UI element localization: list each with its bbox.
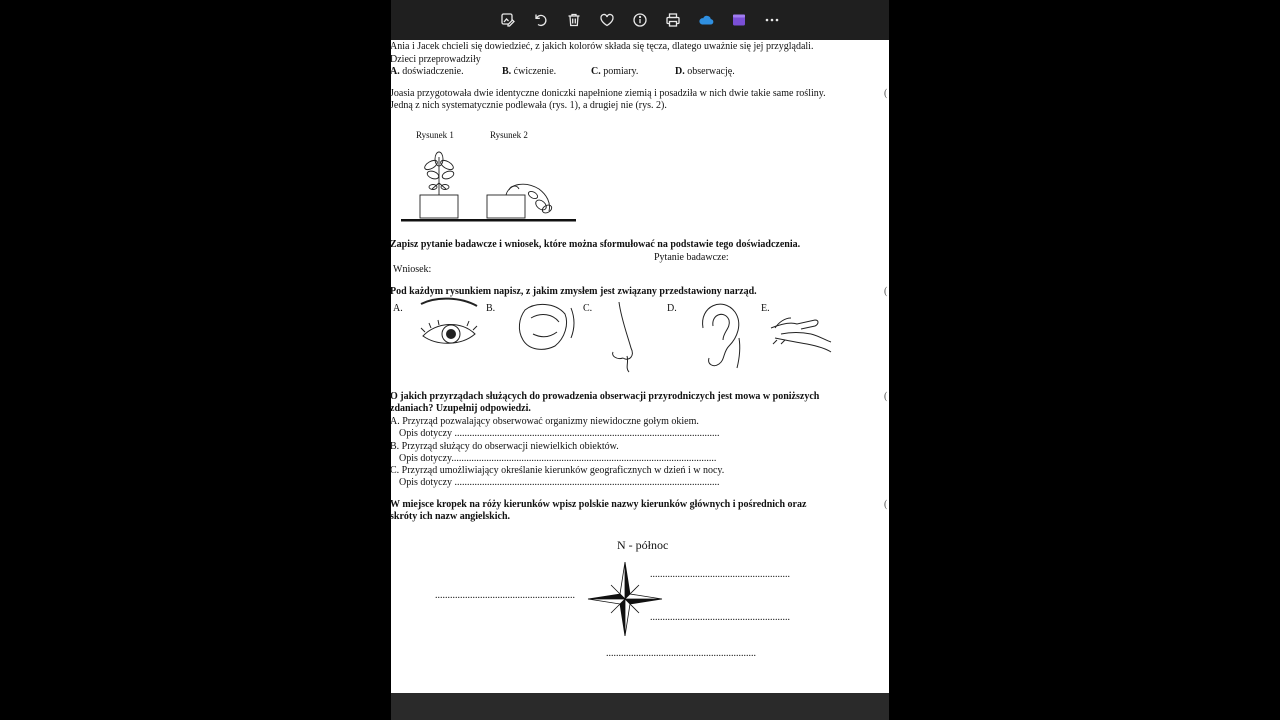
compass-rose-icon bbox=[585, 560, 665, 638]
ear-icon bbox=[703, 304, 740, 368]
info-button[interactable] bbox=[624, 6, 657, 34]
q4-title: Pod każdym rysunkiem napisz, z jakim zmysłem jest związany przedstawiony narząd. bbox=[390, 286, 757, 297]
viewer-toolbar bbox=[391, 0, 889, 40]
q1-option-d-text: obserwację. bbox=[684, 66, 735, 77]
q5-item-c: C. Przyrząd umożliwiający określanie kierunków geograficznych w dzień i w nocy. bbox=[390, 465, 725, 476]
video-editor-icon bbox=[731, 12, 747, 28]
q5-item-b: B. Przyrząd służący do obserwacji niewielkich obiektów. bbox=[390, 441, 619, 452]
heart-icon bbox=[599, 12, 615, 28]
printer-icon bbox=[665, 12, 681, 28]
q1-option-c-letter: C. bbox=[591, 66, 601, 77]
q1-text-line1: Ania i Jacek chcieli się dowiedzieć, z jakich kolorów składa się tęcza, dlatego uważnie się jej przyglądali. bbox=[390, 41, 814, 52]
compass-w-answer-line: ........................................................ bbox=[435, 590, 575, 601]
sense-label-e: E. bbox=[761, 303, 770, 314]
q3-conclusion-label: Wniosek: bbox=[393, 264, 432, 275]
print-button[interactable] bbox=[657, 6, 690, 34]
compass-se-answer-line: ........................................................ bbox=[650, 612, 790, 623]
favorite-button[interactable] bbox=[591, 6, 624, 34]
sense-label-b: B. bbox=[486, 303, 496, 314]
figure-2-label: Rysunek 2 bbox=[490, 130, 528, 140]
margin-paren: ( bbox=[884, 88, 888, 99]
q6-title-line1: W miejsce kropek na róży kierunków wpisz polskie nazwy kierunków głównych i pośrednich oraz bbox=[390, 499, 807, 510]
info-icon bbox=[632, 12, 648, 28]
compass-s-answer-line: ............................................................ bbox=[606, 648, 756, 659]
q1-option-d-letter: D. bbox=[675, 66, 685, 77]
q1-option-a bbox=[390, 66, 464, 78]
q1-option-c bbox=[591, 66, 638, 78]
q5-item-c-answer-line: Opis dotyczy .......................................................................................................... bbox=[399, 477, 720, 488]
q2-text-line1: Joasia przygotowała dwie identyczne doniczki napełnione ziemią i posadziła w nich dwie takie same rośliny. bbox=[390, 88, 826, 99]
q5-title-line1: O jakich przyrządach służących do prowadzenia obserwacji przyrodniczych jest mowa w poniższych bbox=[390, 391, 820, 402]
q1-text-line2: Dzieci przeprowadziły bbox=[390, 54, 481, 65]
rotate-icon bbox=[533, 12, 549, 28]
q1-option-a-letter: A. bbox=[390, 66, 400, 77]
viewer-bottom-bar bbox=[391, 693, 889, 720]
mouth-icon bbox=[519, 304, 574, 349]
margin-paren: ( bbox=[884, 499, 888, 510]
sense-label-d: D. bbox=[667, 303, 677, 314]
trash-icon bbox=[566, 12, 582, 28]
compass-north-label: N - północ bbox=[617, 538, 669, 552]
sense-label-c: C. bbox=[583, 303, 593, 314]
worksheet-page bbox=[391, 40, 889, 693]
q5-item-a: A. Przyrząd pozwalający obserwować organizmy niewidoczne gołym okiem. bbox=[390, 416, 699, 427]
delete-button[interactable] bbox=[558, 6, 591, 34]
q1-option-c-text: pomiary. bbox=[600, 66, 639, 77]
edit-image-button[interactable] bbox=[492, 6, 525, 34]
margin-paren: ( bbox=[884, 391, 888, 402]
sense-organs-drawing bbox=[411, 298, 851, 378]
compass-ne-answer-line: ........................................................ bbox=[650, 569, 790, 580]
more-icon bbox=[764, 12, 780, 28]
q1-option-d bbox=[675, 66, 735, 78]
q1-option-b bbox=[502, 66, 556, 78]
q2-text-line2: Jedną z nich systematycznie podlewała (rys. 1), a drugiej nie (rys. 2). bbox=[390, 100, 667, 111]
q1-option-a-text: doświadczenie. bbox=[399, 66, 464, 77]
rotate-button[interactable] bbox=[525, 6, 558, 34]
q6-title-line2: skróty ich nazw angielskich. bbox=[390, 511, 511, 522]
plant-experiment-drawing bbox=[391, 145, 591, 227]
q1-option-b-text: ćwiczenie. bbox=[511, 66, 557, 77]
nose-icon bbox=[613, 302, 633, 372]
q1-option-b-letter: B. bbox=[502, 66, 512, 77]
edit-image-icon bbox=[500, 12, 516, 28]
sense-label-a: A. bbox=[393, 303, 403, 314]
more-button[interactable] bbox=[756, 6, 789, 34]
q3-title: Zapisz pytanie badawcze i wniosek, które można sformułować na podstawie tego doświadczenia. bbox=[390, 239, 801, 250]
q5-item-a-answer-line: Opis dotyczy .......................................................................................................... bbox=[399, 428, 720, 439]
figure-1-label: Rysunek 1 bbox=[416, 130, 454, 140]
clipchamp-button[interactable] bbox=[723, 6, 756, 34]
q5-item-b-answer-line: Opis dotyczy.......................................................................................................... bbox=[399, 453, 717, 464]
onedrive-button[interactable] bbox=[690, 6, 723, 34]
eye-icon bbox=[421, 299, 477, 344]
margin-paren: ( bbox=[884, 286, 888, 297]
photo-viewer-window bbox=[391, 0, 889, 720]
cloud-icon bbox=[698, 12, 714, 28]
q3-research-question-label: Pytanie badawcze: bbox=[654, 252, 729, 263]
q5-title-line2: zdaniach? Uzupełnij odpowiedzi. bbox=[390, 403, 531, 414]
hand-icon bbox=[771, 318, 831, 352]
